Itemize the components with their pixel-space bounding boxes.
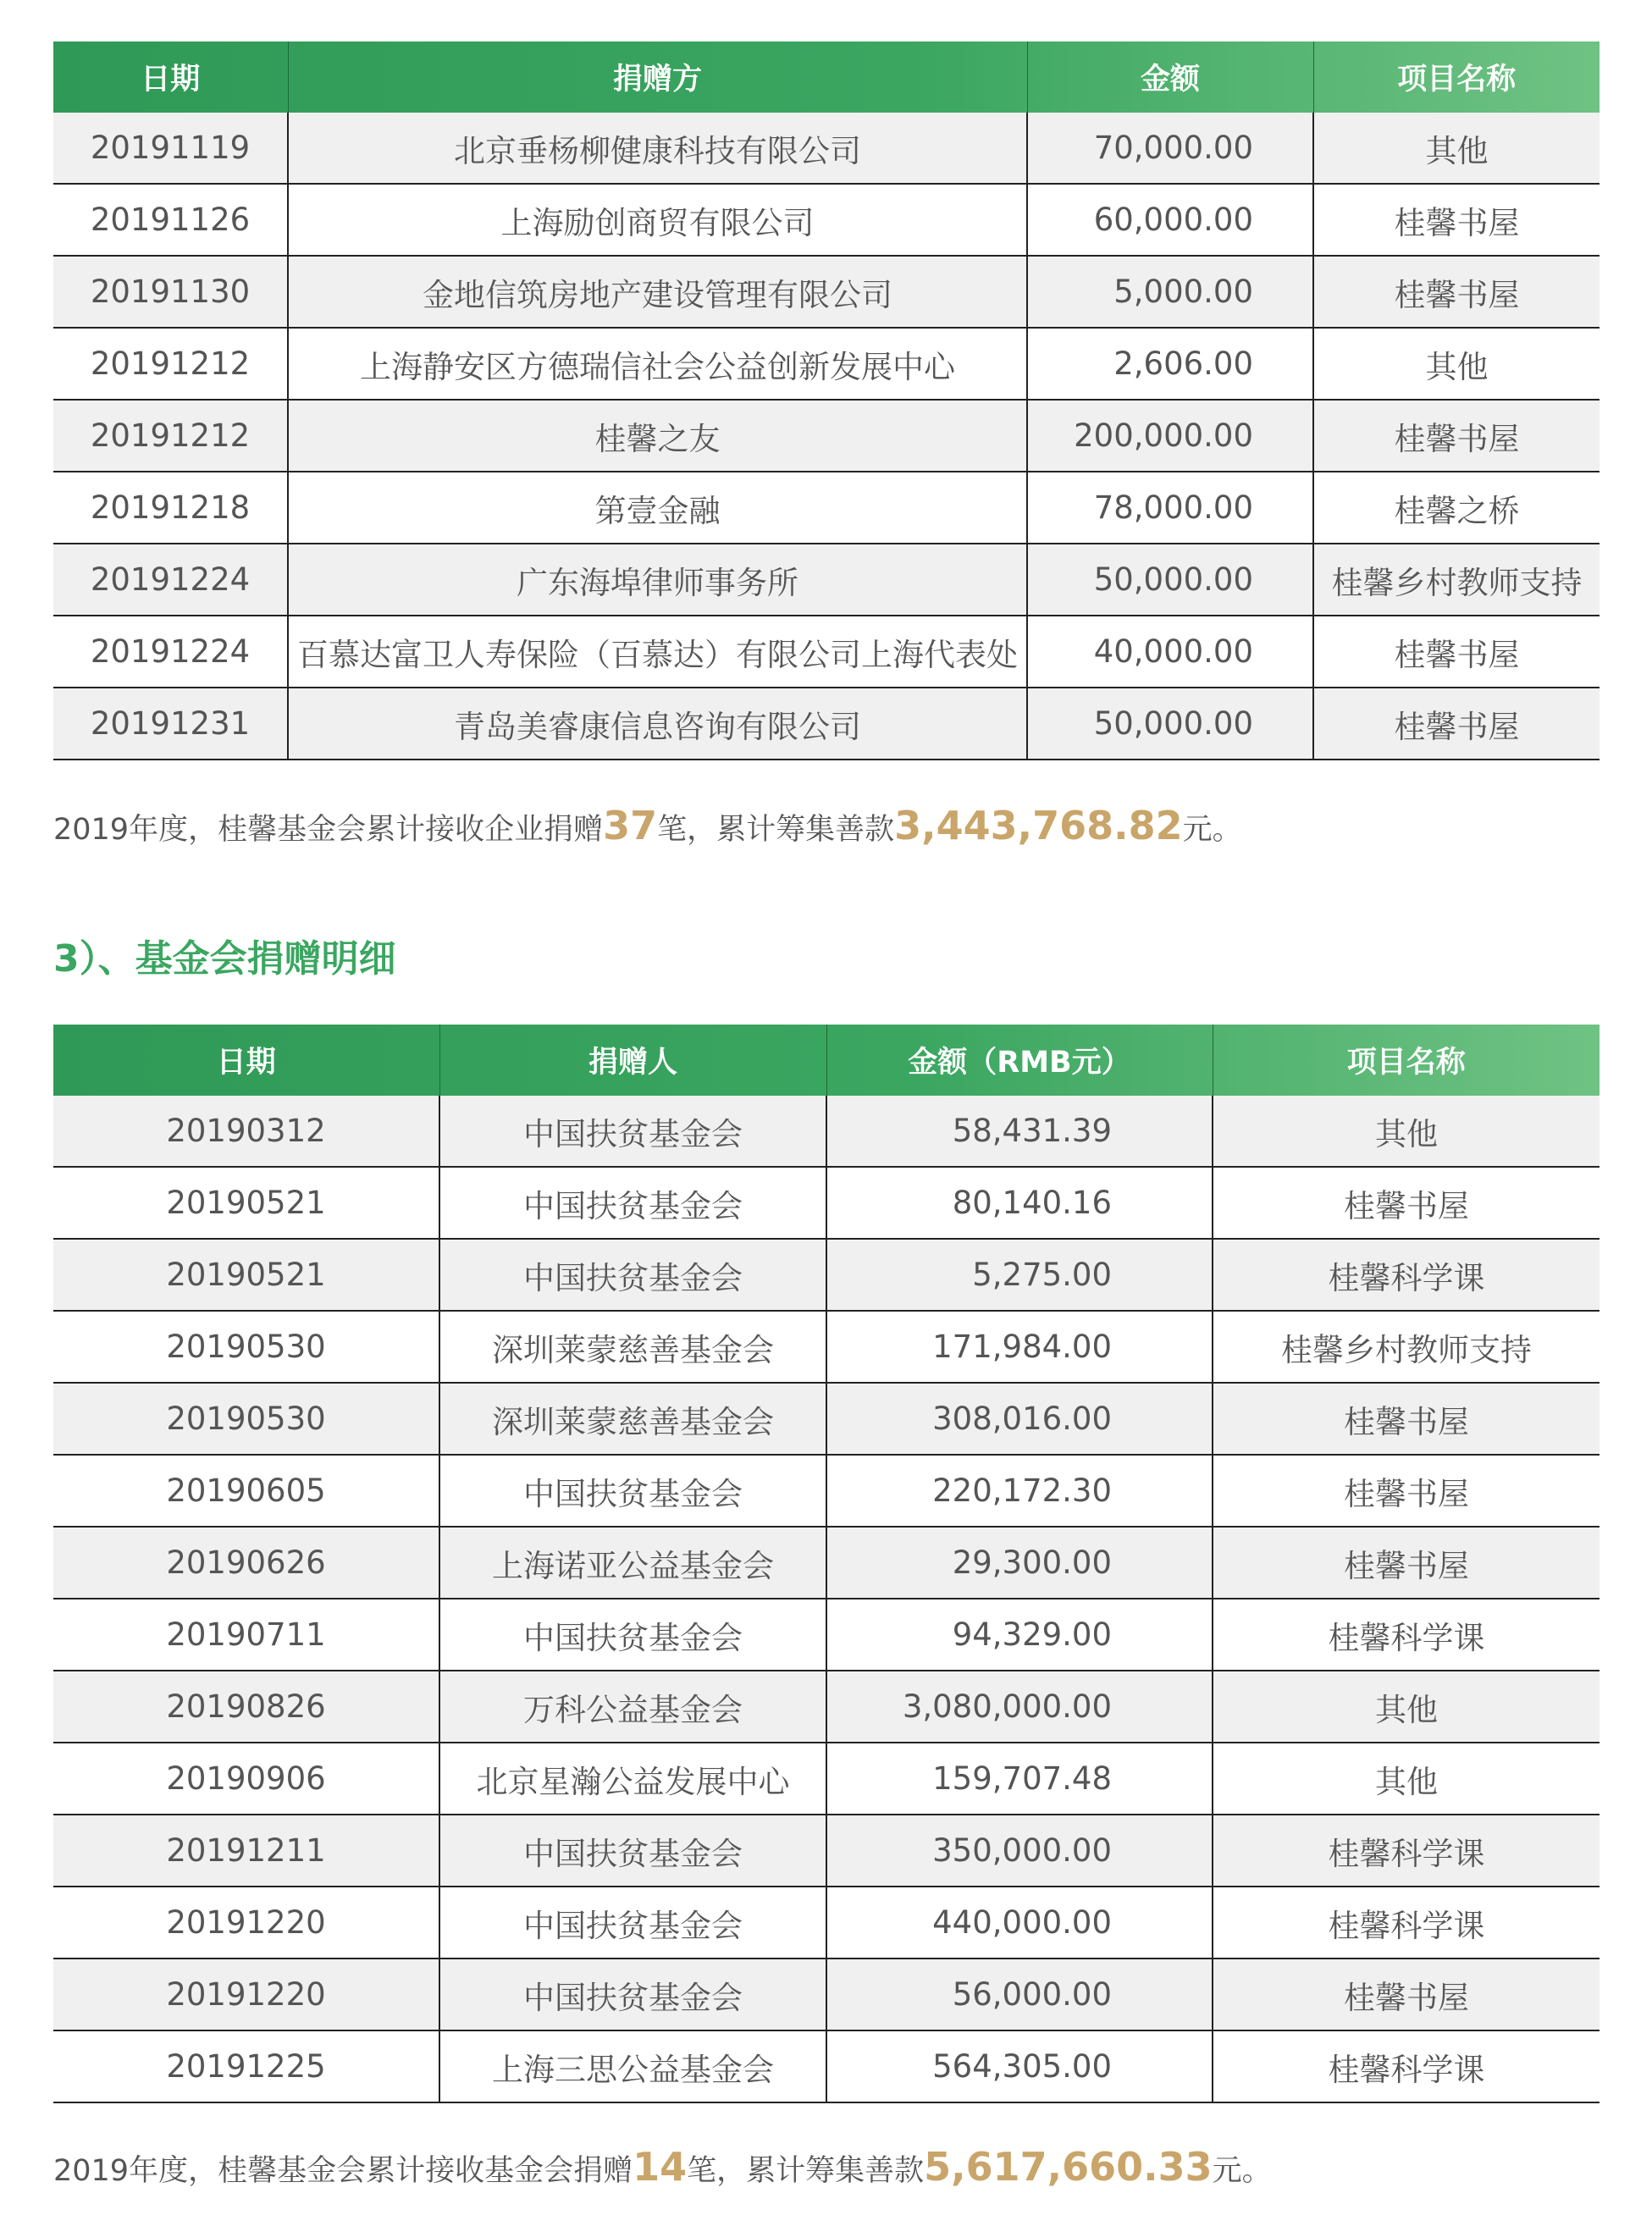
cell-date: 20190826 xyxy=(53,1671,439,1743)
cell-amount: 564,305.00 xyxy=(826,2030,1213,2102)
cell-donor: 中国扶贫基金会 xyxy=(439,1959,826,2030)
cell-date: 20190530 xyxy=(53,1383,439,1455)
cell-donor: 上海三思公益基金会 xyxy=(439,2030,826,2102)
cell-amount: 56,000.00 xyxy=(826,1959,1213,2030)
table-row xyxy=(53,472,1600,544)
table-row xyxy=(53,1455,1600,1527)
table-row xyxy=(53,328,1600,400)
cell-amount: 58,431.39 xyxy=(826,1096,1213,1167)
header-project: 项目名称 xyxy=(1213,1025,1600,1096)
cell-date: 20190711 xyxy=(53,1599,439,1671)
cell-project: 桂馨乡村教师支持 xyxy=(1313,544,1600,616)
header-amount: 金额（RMB元） xyxy=(826,1025,1213,1096)
cell-project: 其他 xyxy=(1213,1743,1600,1815)
cell-project: 桂馨科学课 xyxy=(1213,1599,1600,1671)
cell-project: 其他 xyxy=(1213,1671,1600,1743)
cell-date: 20191224 xyxy=(53,616,288,688)
cell-donor: 桂馨之友 xyxy=(288,400,1027,472)
donation-count: 37 xyxy=(603,803,658,848)
cell-project: 桂馨科学课 xyxy=(1213,1815,1600,1887)
cell-date: 20191130 xyxy=(53,256,288,328)
cell-project: 桂馨书屋 xyxy=(1313,400,1600,472)
cell-date: 20191211 xyxy=(53,1815,439,1887)
header-donor: 捐赠方 xyxy=(288,41,1027,113)
cell-project: 桂馨书屋 xyxy=(1213,1959,1600,2030)
cell-project: 桂馨乡村教师支持 xyxy=(1213,1311,1600,1383)
cell-donor: 深圳莱蒙慈善基金会 xyxy=(439,1311,826,1383)
cell-date: 20191212 xyxy=(53,400,288,472)
header-date: 日期 xyxy=(53,41,288,113)
cell-project: 其他 xyxy=(1313,113,1600,184)
cell-donor: 万科公益基金会 xyxy=(439,1671,826,1743)
header-date: 日期 xyxy=(53,1025,439,1096)
cell-amount: 2,606.00 xyxy=(1027,328,1313,400)
cell-date: 20191224 xyxy=(53,544,288,616)
summary-middle: 笔，累计筹集善款 xyxy=(657,813,895,847)
table-row xyxy=(53,1239,1600,1311)
cell-donor: 北京星瀚公益发展中心 xyxy=(439,1743,826,1815)
summary-middle: 笔，累计筹集善款 xyxy=(687,2154,925,2188)
summary-suffix: 元。 xyxy=(1212,2154,1272,2188)
foundation-donation-table xyxy=(53,1025,1600,2103)
section-title-foundation-donations: 3）、基金会捐赠明细 xyxy=(53,937,396,981)
table-row xyxy=(53,1743,1600,1815)
cell-date: 20190521 xyxy=(53,1239,439,1311)
table-header-row xyxy=(53,41,1600,113)
cell-project: 桂馨书屋 xyxy=(1213,1167,1600,1239)
cell-donor: 中国扶贫基金会 xyxy=(439,1887,826,1959)
cell-donor: 北京垂杨柳健康科技有限公司 xyxy=(288,113,1027,184)
cell-donor: 金地信筑房地产建设管理有限公司 xyxy=(288,256,1027,328)
cell-amount: 220,172.30 xyxy=(826,1455,1213,1527)
cell-amount: 70,000.00 xyxy=(1027,113,1313,184)
header-amount: 金额 xyxy=(1027,41,1313,113)
table-row xyxy=(53,1887,1600,1959)
table-row xyxy=(53,1959,1600,2030)
table-row xyxy=(53,400,1600,472)
cell-donor: 第壹金融 xyxy=(288,472,1027,544)
cell-donor: 中国扶贫基金会 xyxy=(439,1167,826,1239)
cell-date: 20191218 xyxy=(53,472,288,544)
table-row xyxy=(53,616,1600,688)
cell-date: 20190530 xyxy=(53,1311,439,1383)
cell-date: 20191212 xyxy=(53,328,288,400)
cell-amount: 350,000.00 xyxy=(826,1815,1213,1887)
cell-date: 20190521 xyxy=(53,1167,439,1239)
foundation-donation-summary xyxy=(53,2144,1272,2190)
cell-amount: 308,016.00 xyxy=(826,1383,1213,1455)
cell-project: 其他 xyxy=(1213,1096,1600,1167)
table-row xyxy=(53,688,1600,760)
table-row xyxy=(53,1815,1600,1887)
cell-project: 桂馨书屋 xyxy=(1313,184,1600,256)
cell-project: 桂馨之桥 xyxy=(1313,472,1600,544)
cell-amount: 29,300.00 xyxy=(826,1527,1213,1599)
cell-amount: 94,329.00 xyxy=(826,1599,1213,1671)
cell-project: 桂馨科学课 xyxy=(1213,2030,1600,2102)
cell-amount: 50,000.00 xyxy=(1027,544,1313,616)
cell-project: 桂馨科学课 xyxy=(1213,1887,1600,1959)
table-row xyxy=(53,1671,1600,1743)
table-row xyxy=(53,1599,1600,1671)
cell-donor: 中国扶贫基金会 xyxy=(439,1815,826,1887)
cell-date: 20191231 xyxy=(53,688,288,760)
cell-date: 20191126 xyxy=(53,184,288,256)
summary-suffix: 元。 xyxy=(1182,813,1242,847)
cell-date: 20190906 xyxy=(53,1743,439,1815)
donation-count: 14 xyxy=(633,2144,688,2190)
cell-amount: 40,000.00 xyxy=(1027,616,1313,688)
cell-amount: 78,000.00 xyxy=(1027,472,1313,544)
cell-amount: 3,080,000.00 xyxy=(826,1671,1213,1743)
cell-amount: 60,000.00 xyxy=(1027,184,1313,256)
cell-amount: 5,000.00 xyxy=(1027,256,1313,328)
cell-donor: 上海诺亚公益基金会 xyxy=(439,1527,826,1599)
table-row xyxy=(53,1311,1600,1383)
cell-project: 桂馨书屋 xyxy=(1213,1527,1600,1599)
table-header-row xyxy=(53,1025,1600,1096)
cell-donor: 深圳莱蒙慈善基金会 xyxy=(439,1383,826,1455)
donation-total: 5,617,660.33 xyxy=(924,2144,1213,2190)
cell-date: 20191220 xyxy=(53,1959,439,2030)
table-row xyxy=(53,544,1600,616)
header-project: 项目名称 xyxy=(1313,41,1600,113)
cell-project: 桂馨书屋 xyxy=(1213,1455,1600,1527)
cell-date: 20191220 xyxy=(53,1887,439,1959)
table-row xyxy=(53,113,1600,184)
cell-amount: 159,707.48 xyxy=(826,1743,1213,1815)
cell-project: 桂馨科学课 xyxy=(1213,1239,1600,1311)
cell-project: 其他 xyxy=(1313,328,1600,400)
cell-date: 20190626 xyxy=(53,1527,439,1599)
cell-project: 桂馨书屋 xyxy=(1313,688,1600,760)
cell-donor: 上海静安区方德瑞信社会公益创新发展中心 xyxy=(288,328,1027,400)
cell-date: 20190605 xyxy=(53,1455,439,1527)
cell-donor: 上海励创商贸有限公司 xyxy=(288,184,1027,256)
cell-donor: 中国扶贫基金会 xyxy=(439,1239,826,1311)
foundation-donation-rows xyxy=(53,1096,1600,2102)
table-row xyxy=(53,1167,1600,1239)
corporate-donation-table xyxy=(53,41,1600,760)
cell-donor: 中国扶贫基金会 xyxy=(439,1096,826,1167)
donation-total: 3,443,768.82 xyxy=(894,803,1183,848)
cell-date: 20190312 xyxy=(53,1096,439,1167)
cell-amount: 200,000.00 xyxy=(1027,400,1313,472)
cell-donor: 青岛美睿康信息咨询有限公司 xyxy=(288,688,1027,760)
cell-amount: 171,984.00 xyxy=(826,1311,1213,1383)
corporate-donation-summary xyxy=(53,803,1242,848)
cell-amount: 440,000.00 xyxy=(826,1887,1213,1959)
corporate-donation-rows xyxy=(53,113,1600,760)
table-row xyxy=(53,1383,1600,1455)
summary-prefix: 2019年度，桂馨基金会累计接收企业捐赠 xyxy=(53,813,604,847)
table-row xyxy=(53,184,1600,256)
cell-amount: 50,000.00 xyxy=(1027,688,1313,760)
header-donor: 捐赠人 xyxy=(439,1025,826,1096)
cell-donor: 广东海埠律师事务所 xyxy=(288,544,1027,616)
cell-date: 20191225 xyxy=(53,2030,439,2102)
table-row xyxy=(53,1527,1600,1599)
cell-amount: 5,275.00 xyxy=(826,1239,1213,1311)
cell-donor: 中国扶贫基金会 xyxy=(439,1599,826,1671)
cell-project: 桂馨书屋 xyxy=(1313,616,1600,688)
table-row xyxy=(53,1096,1600,1167)
cell-amount: 80,140.16 xyxy=(826,1167,1213,1239)
summary-prefix: 2019年度，桂馨基金会累计接收基金会捐赠 xyxy=(53,2154,633,2188)
cell-date: 20191119 xyxy=(53,113,288,184)
cell-project: 桂馨书屋 xyxy=(1213,1383,1600,1455)
cell-donor: 中国扶贫基金会 xyxy=(439,1455,826,1527)
cell-project: 桂馨书屋 xyxy=(1313,256,1600,328)
table-row xyxy=(53,2030,1600,2102)
table-row xyxy=(53,256,1600,328)
cell-donor: 百慕达富卫人寿保险（百慕达）有限公司上海代表处 xyxy=(288,616,1027,688)
